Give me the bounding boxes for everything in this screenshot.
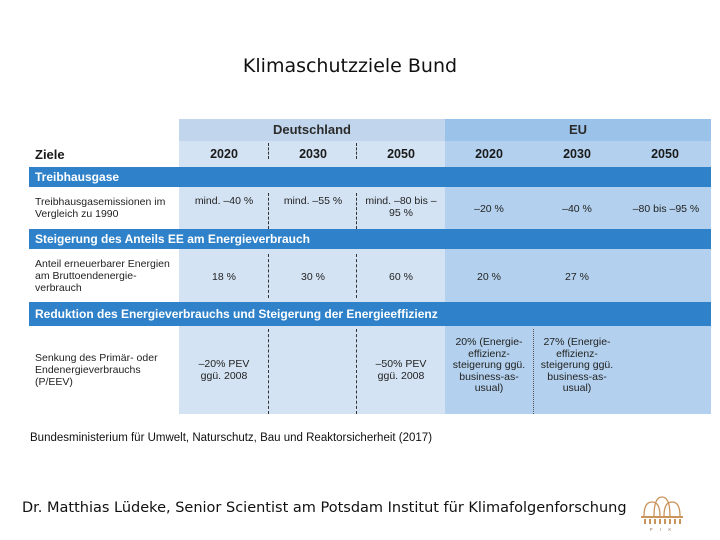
row-label-renewables: Anteil erneuerbarer Energien am Bruttoendenergie-verbrauch: [35, 258, 170, 294]
germany-group-header: Deutschland: [179, 119, 445, 141]
table-cell: –80 bis –95 %: [632, 203, 700, 215]
table-cell: 27% (Energie-effizienz-steigerung ggü. business-as-usual): [540, 336, 614, 394]
table-cell: mind. –40 %: [194, 195, 254, 207]
year-header-eu-2030: 2030: [563, 147, 591, 161]
column-divider: [268, 329, 269, 414]
year-header-eu-2050: 2050: [651, 147, 679, 161]
ziele-header: Ziele: [35, 147, 65, 162]
table-cell: mind. –55 %: [283, 195, 343, 207]
column-divider: [356, 143, 357, 159]
table-cell: 20 %: [477, 271, 501, 283]
section-heading-efficiency: Reduktion des Energieverbrauchs und Steigerung der Energieeffizienz: [29, 302, 711, 326]
footer-author: Dr. Matthias Lüdeke, Senior Scientist am Potsdam Institut für Klimafolgenforschung: [22, 500, 627, 516]
table-cell: mind. –80 bis –95 %: [365, 195, 437, 219]
column-divider: [268, 143, 269, 159]
year-header-de-2050: 2050: [387, 147, 415, 161]
climate-targets-table: [29, 119, 711, 414]
row-label-energy-reduction: Senkung des Primär- oder Endenergieverbrauchs (P/EEV): [35, 352, 158, 388]
section-heading-treibhausgase: Treibhausgase: [29, 167, 711, 187]
table-cell: 30 %: [301, 271, 325, 283]
logo-text: P I K: [649, 527, 675, 532]
row-label-emissions: Treibhausgasemissionen im Vergleich zu 1990: [35, 196, 166, 220]
pik-logo-icon: [638, 494, 686, 532]
year-header-eu-2020: 2020: [475, 147, 503, 161]
table-cell: 27 %: [565, 271, 589, 283]
section-heading-ee-share: Steigerung des Anteils EE am Energieverbrauch: [29, 229, 711, 249]
table-cell: –50% PEV ggü. 2008: [375, 358, 427, 382]
eu-group-header: EU: [445, 119, 711, 141]
table-cell: –20 %: [474, 203, 504, 215]
year-header-de-2030: 2030: [299, 147, 327, 161]
table-cell: –40 %: [562, 203, 592, 215]
table-cell: 18 %: [212, 271, 236, 283]
table-cell: 60 %: [389, 271, 413, 283]
source-citation: Bundesministerium für Umwelt, Naturschutz, Bau und Reaktorsicherheit (2017): [30, 432, 433, 444]
slide-title: Klimaschutzziele Bund: [242, 55, 458, 77]
table-cell: 20% (Energie-effizienz-steigerung ggü. business-as-usual): [452, 336, 526, 394]
year-header-de-2020: 2020: [210, 147, 238, 161]
table-cell: –20% PEV ggü. 2008: [198, 358, 250, 382]
